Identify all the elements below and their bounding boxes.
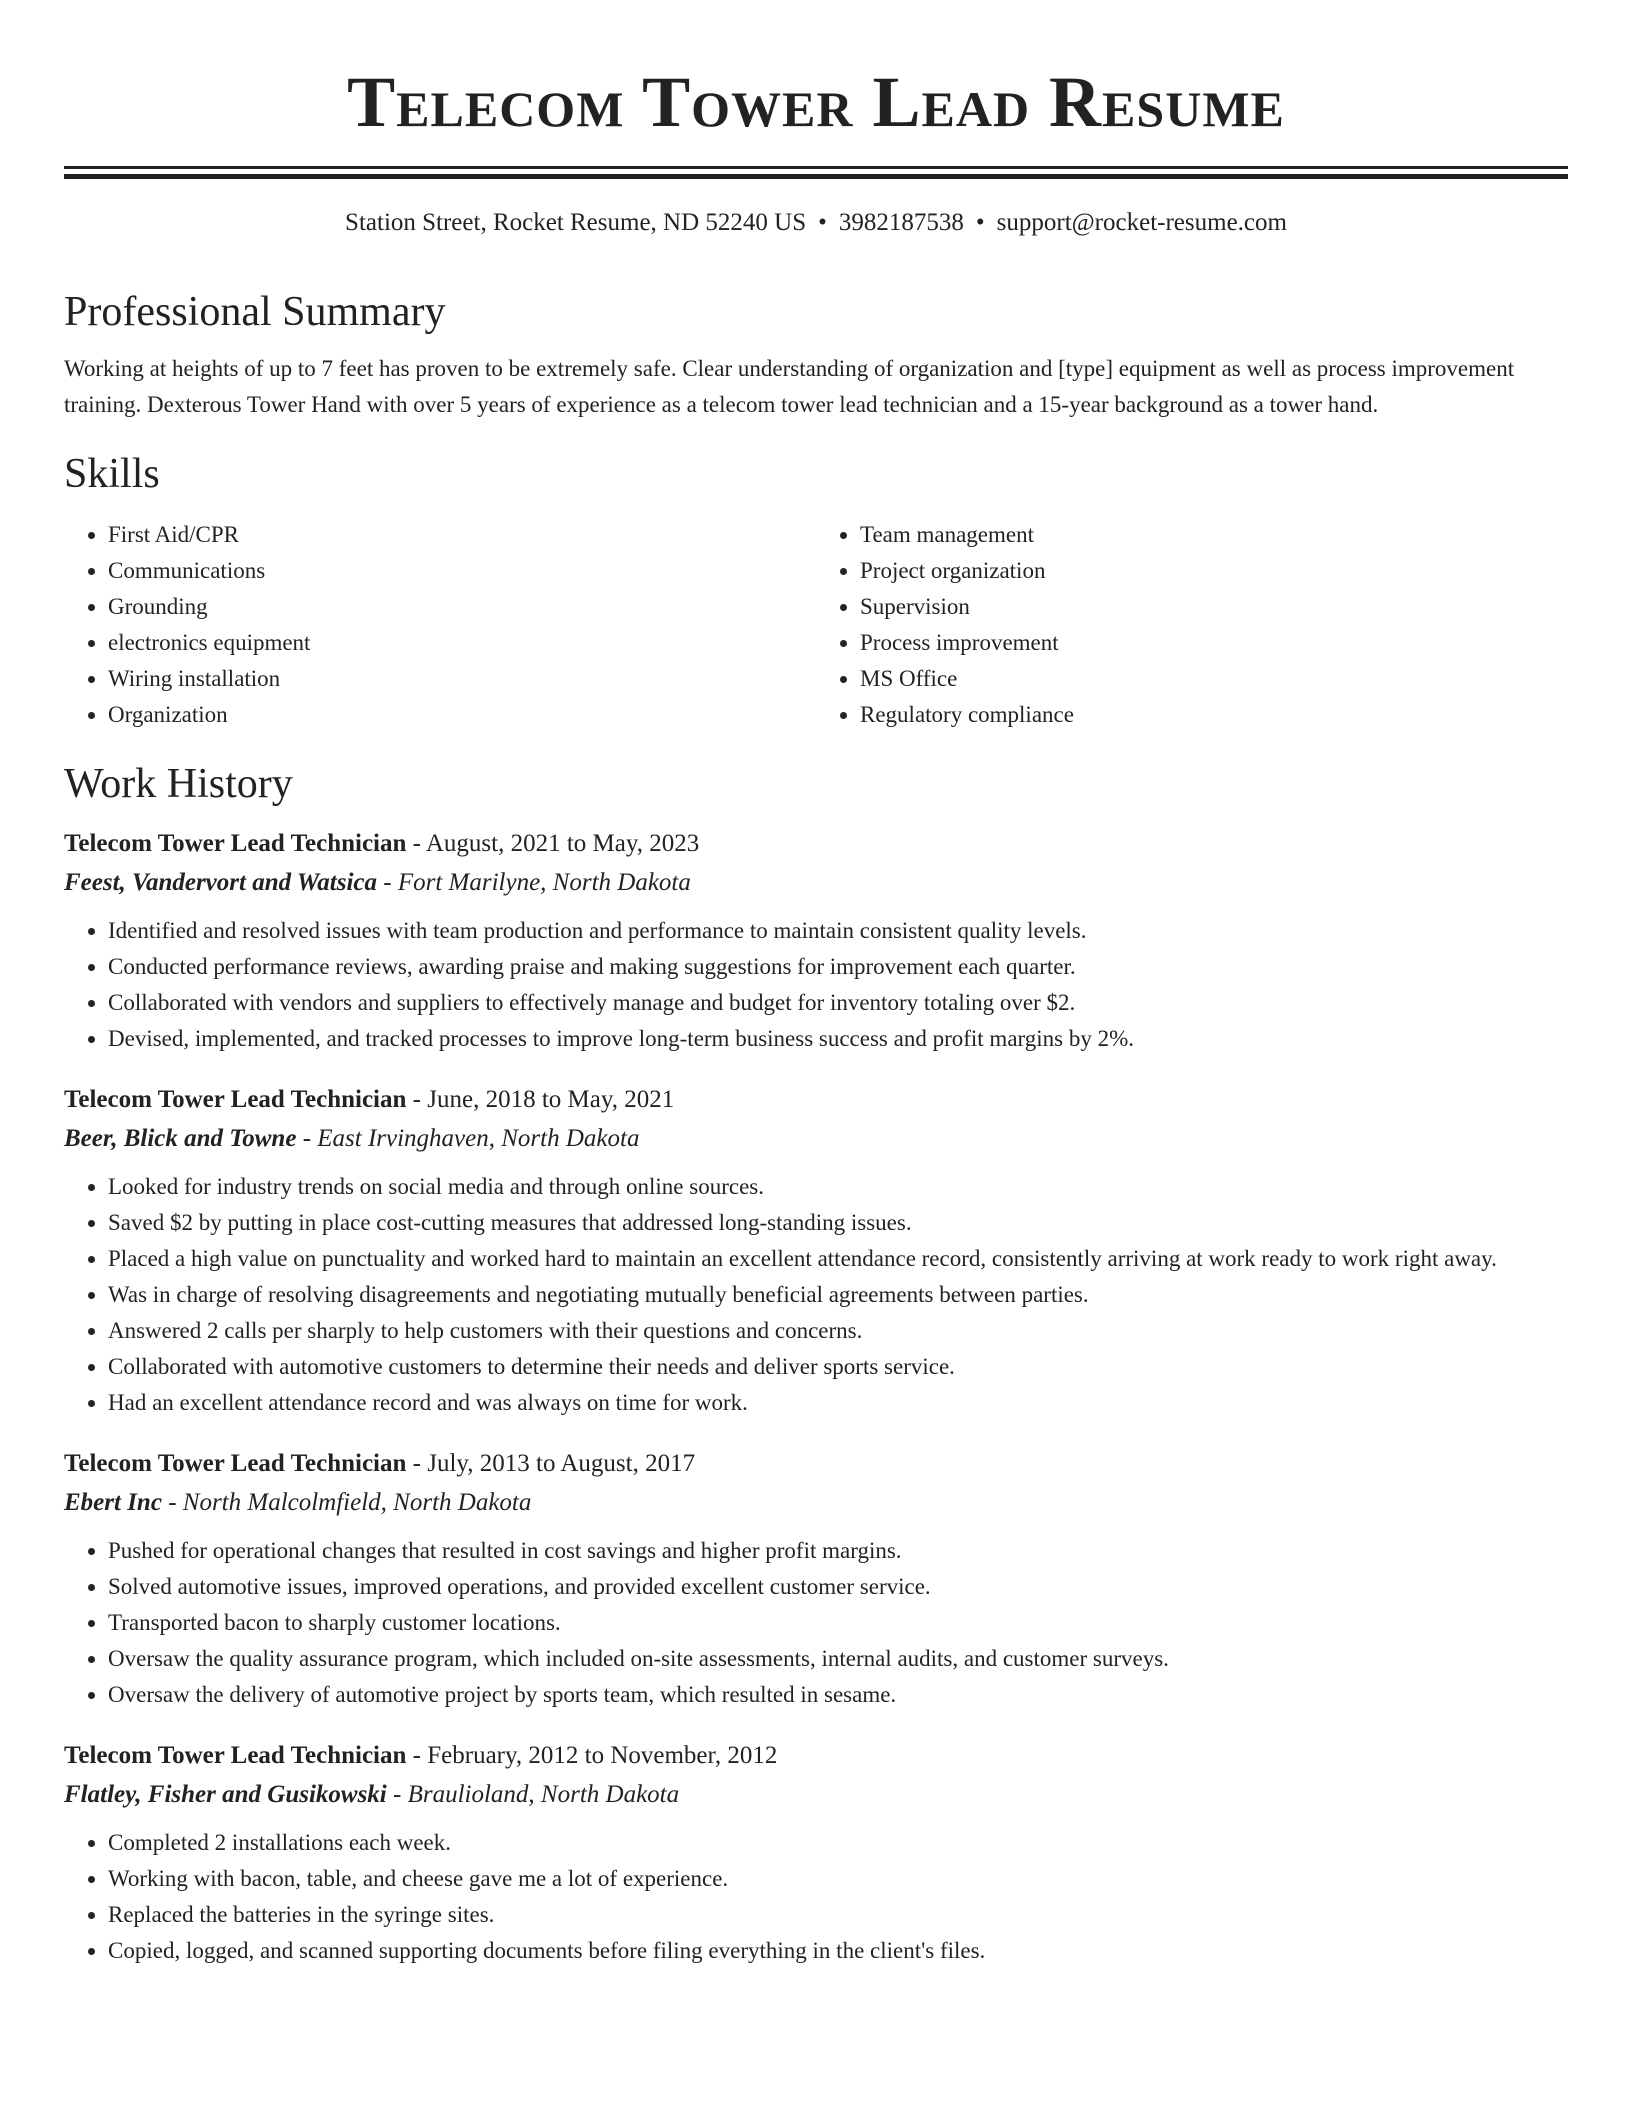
- job-title-line: [64, 1737, 1568, 1775]
- skill-item: • Organization: [108, 697, 816, 733]
- job-company-line: [64, 1119, 1568, 1159]
- job-bullet: • Devised, implemented, and tracked processes to improve long-term business success and profit margins by 2%.: [108, 1021, 1568, 1057]
- job-bullets: [64, 1533, 1568, 1713]
- job-entry: [64, 825, 1568, 1057]
- job-location: - Fort Marilyne, North Dakota: [377, 869, 691, 896]
- job-bullets: [64, 913, 1568, 1057]
- job-bullet: • Transported bacon to sharply customer locations.: [108, 1605, 1568, 1641]
- job-location: - Braulioland, North Dakota: [386, 1781, 680, 1808]
- job-title-line: [64, 1081, 1568, 1119]
- job-company-line: [64, 1483, 1568, 1523]
- job-bullet: • Conducted performance reviews, awarding praise and making suggestions for improvement each quarter.: [108, 949, 1568, 985]
- contact-separator: •: [818, 209, 827, 236]
- summary-heading: Professional Summary: [64, 289, 446, 335]
- job-role: Telecom Tower Lead Technician: [64, 1450, 407, 1477]
- skills-columns: [64, 517, 1568, 733]
- job-title-line: [64, 1445, 1568, 1483]
- job-bullet: • Saved $2 by putting in place cost-cutting measures that addressed long-standing issues.: [108, 1205, 1568, 1241]
- contact-separator: •: [975, 209, 985, 236]
- job-company-line: [64, 1775, 1568, 1815]
- title-rule-thick: [64, 174, 1568, 179]
- skill-item: • Team management: [860, 517, 1568, 553]
- job-bullet: • Looked for industry trends on social media and through online sources.: [108, 1169, 1568, 1205]
- skill-item: • Wiring installation: [108, 661, 816, 697]
- job-bullet: • Placed a high value on punctuality and worked hard to maintain an excellent attendance record, consistently arriving at work ready to work right away.: [108, 1241, 1568, 1277]
- job-dates: - July, 2013 to August, 2017: [406, 1450, 696, 1477]
- skill-item: • Supervision: [860, 589, 1568, 625]
- job-bullet: • Pushed for operational changes that resulted in cost savings and higher profit margins.: [108, 1533, 1568, 1569]
- job-role: Telecom Tower Lead Technician: [64, 830, 407, 857]
- job-role: Telecom Tower Lead Technician: [64, 1086, 407, 1113]
- job-bullet: • Solved automotive issues, improved operations, and provided excellent customer service.: [108, 1569, 1568, 1605]
- job-dates: - June, 2018 to May, 2021: [406, 1086, 675, 1113]
- resume-title: Telecom Tower Lead Resume: [347, 62, 1285, 142]
- skill-item: • Regulatory compliance: [860, 697, 1568, 733]
- contact-line: [64, 207, 1568, 239]
- job-company-line: [64, 863, 1568, 903]
- summary-text: Working at heights of up to 7 feet has proven to be extremely safe. Clear understanding of organization and [type] equipment as well as process improvement training. Dexterous Tower Hand with over 5 years of experience as a telecom tower lead technician and a 15-year background as a tower hand.: [64, 356, 1515, 417]
- job-bullets: [64, 1169, 1568, 1421]
- job-entry: [64, 1445, 1568, 1713]
- skill-item: • electronics equipment: [108, 625, 816, 661]
- job-company: Ebert Inc: [64, 1489, 162, 1516]
- job-location: - East Irvinghaven, North Dakota: [296, 1125, 640, 1152]
- skill-item: • First Aid/CPR: [108, 517, 816, 553]
- job-entry: [64, 1081, 1568, 1421]
- job-location: - North Malcolmfield, North Dakota: [161, 1489, 532, 1516]
- job-bullet: • Working with bacon, table, and cheese gave me a lot of experience.: [108, 1861, 1568, 1897]
- resume-page: [64, 0, 1568, 1969]
- job-bullet: • Was in charge of resolving disagreements and negotiating mutually beneficial agreements between parties.: [108, 1277, 1568, 1313]
- job-bullet: • Answered 2 calls per sharply to help customers with their questions and concerns.: [108, 1313, 1568, 1349]
- job-dates: - February, 2012 to November, 2012: [406, 1742, 778, 1769]
- job-company: Flatley, Fisher and Gusikowski: [64, 1781, 387, 1808]
- job-company: Beer, Blick and Towne: [64, 1125, 297, 1152]
- skill-item: • Grounding: [108, 589, 816, 625]
- job-bullet: • Oversaw the delivery of automotive project by sports team, which resulted in sesame.: [108, 1677, 1568, 1713]
- job-company: Feest, Vandervort and Watsica: [64, 869, 377, 896]
- title-rule-thin: [64, 166, 1568, 169]
- job-bullet: • Replaced the batteries in the syringe sites.: [108, 1897, 1568, 1933]
- skill-item: • Project organization: [860, 553, 1568, 589]
- job-role: Telecom Tower Lead Technician: [64, 1742, 407, 1769]
- job-bullet: • Copied, logged, and scanned supporting documents before filing everything in the client's files.: [108, 1933, 1568, 1969]
- work-history-heading: Work History: [64, 761, 293, 807]
- skill-item: • Process improvement: [860, 625, 1568, 661]
- job-bullet: • Identified and resolved issues with team production and performance to maintain consistent quality levels.: [108, 913, 1568, 949]
- skill-item: • MS Office: [860, 661, 1568, 697]
- job-bullet: • Oversaw the quality assurance program, which included on-site assessments, internal audits, and customer surveys.: [108, 1641, 1568, 1677]
- contact-email: support@rocket-resume.com: [996, 209, 1287, 236]
- skill-item: • Communications: [108, 553, 816, 589]
- contact-phone: 3982187538: [838, 209, 964, 236]
- skills-list-right: [816, 517, 1568, 733]
- job-bullet: • Had an excellent attendance record and was always on time for work.: [108, 1385, 1568, 1421]
- job-entry: [64, 1737, 1568, 1969]
- job-dates: - August, 2021 to May, 2023: [406, 830, 700, 857]
- job-bullet: • Completed 2 installations each week.: [108, 1825, 1568, 1861]
- job-bullet: • Collaborated with automotive customers to determine their needs and deliver sports service.: [108, 1349, 1568, 1385]
- skills-list-left: [64, 517, 816, 733]
- skills-heading: Skills: [64, 451, 160, 497]
- job-title-line: [64, 825, 1568, 863]
- job-bullets: [64, 1825, 1568, 1969]
- contact-address: Station Street, Rocket Resume, ND 52240 US: [345, 209, 807, 236]
- job-bullet: • Collaborated with vendors and suppliers to effectively manage and budget for inventory totaling over $2.: [108, 985, 1568, 1021]
